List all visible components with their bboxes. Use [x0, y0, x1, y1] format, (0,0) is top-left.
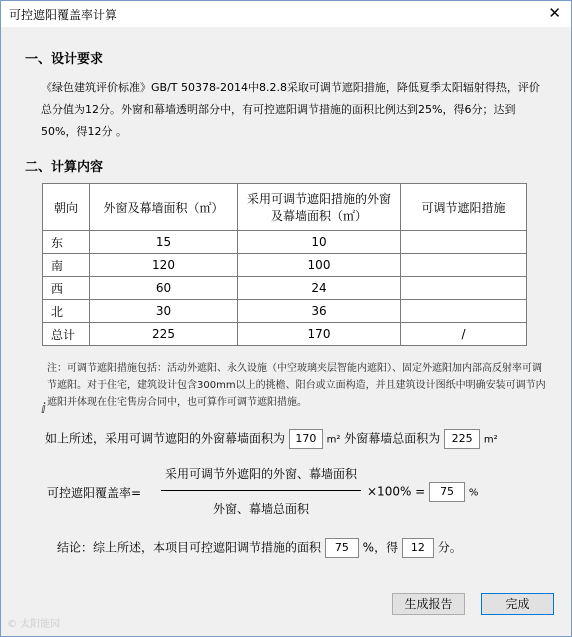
table-header-row — [43, 184, 527, 231]
total-area-field[interactable]: 225 — [444, 429, 480, 449]
table-row — [43, 300, 527, 323]
formula-multiplier: ×100% = — [367, 484, 426, 499]
section-heading-calculation: 二、计算内容 — [25, 160, 104, 175]
table-row — [43, 254, 527, 277]
coverage-rate-field[interactable]: 75 — [429, 482, 465, 502]
table-row — [43, 231, 527, 254]
area-table — [42, 183, 527, 346]
header-window-area: 外窗及幕墙面积（㎡） — [90, 184, 238, 231]
percent-label: % — [468, 487, 479, 499]
header-adjustable-area: 采用可调节遮阳措施的外窗及幕墙面积（㎡） — [238, 184, 401, 231]
formula-numerator: 采用可调节外遮阳的外窗、幕墙面积 — [164, 467, 357, 481]
cell-orientation: 南 — [43, 254, 90, 277]
formula-label: 可控遮阳覆盖率= — [47, 486, 142, 500]
title-bar — [1, 1, 571, 27]
cell-shading-measure[interactable] — [401, 277, 527, 300]
unit-label: m² — [326, 434, 341, 446]
dialog-content — [1, 27, 571, 636]
window-title: 可控遮阳覆盖率计算 — [9, 8, 118, 22]
section-heading-requirements: 一、设计要求 — [25, 52, 104, 67]
cell-window-area[interactable]: 15 — [90, 231, 238, 254]
cursor-mark: ⅈ — [41, 401, 46, 417]
cell-orientation: 西 — [43, 277, 90, 300]
cell-adjustable-area[interactable]: 36 — [238, 300, 401, 323]
cell-orientation: 北 — [43, 300, 90, 323]
cell-adjustable-area[interactable]: 24 — [238, 277, 401, 300]
header-shading-measure: 可调节遮阳措施 — [401, 184, 527, 231]
formula-denominator: 外窗、幕墙总面积 — [212, 502, 309, 516]
note-text: 注：可调节遮阳措施包括：活动外遮阳、永久设施（中空玻璃夹层智能内遮阳）、固定外遮阳加内部高反射率可调节遮阳。对于住宅，建筑设计包含300mm以上的挑檐、阳台或立面构造，并且建筑设计图纸中明确安装可调节内遮阳并体现在住宅售房合同中，也可算作可调节遮阳措施。 — [47, 363, 546, 408]
conclusion-suffix: 分。 — [437, 540, 462, 555]
conclusion-line — [57, 538, 462, 558]
close-icon[interactable]: ✕ — [548, 4, 561, 22]
conclusion-prefix: 结论：综上所述，本项目可控遮阳调节措施的面积 — [57, 540, 322, 555]
table-total-row — [43, 323, 527, 346]
cell-shading-measure-total: / — [401, 323, 527, 346]
cell-shading-measure[interactable] — [401, 300, 527, 323]
done-button[interactable]: 完成 — [481, 593, 554, 615]
cell-adjustable-area[interactable]: 10 — [238, 231, 401, 254]
formula-result-line — [367, 482, 478, 502]
cell-window-area[interactable]: 120 — [90, 254, 238, 277]
summary-line — [45, 429, 498, 449]
cell-window-area[interactable]: 30 — [90, 300, 238, 323]
watermark: © 太阳能园 — [7, 619, 61, 630]
adjustable-area-field[interactable]: 170 — [289, 429, 323, 449]
cell-shading-measure[interactable] — [401, 231, 527, 254]
summary-prefix: 如上所述，采用可调节遮阳的外窗幕墙面积为 — [45, 431, 286, 446]
header-orientation: 朝向 — [43, 184, 90, 231]
cell-orientation: 东 — [43, 231, 90, 254]
cell-orientation: 总计 — [43, 323, 90, 346]
requirements-text: 《绿色建筑评价标准》GB/T 50378-2014中8.2.8采取可调节遮阳措施，降低夏季太阳辐射得热，评价总分值为12分。外窗和幕墙透明部分中，有可控遮阳调节措施的面积比例达到25%，得6分；达到50%，得12分 。 — [41, 81, 540, 138]
cell-window-area-total: 225 — [90, 323, 238, 346]
score-field[interactable]: 12 — [402, 538, 434, 558]
cell-shading-measure[interactable] — [401, 254, 527, 277]
fraction-line — [161, 490, 361, 491]
summary-middle: 外窗幕墙总面积为 — [344, 431, 441, 446]
unit-label: m² — [483, 434, 498, 446]
cell-window-area[interactable]: 60 — [90, 277, 238, 300]
generate-report-button[interactable]: 生成报告 — [392, 593, 465, 615]
table-row — [43, 277, 527, 300]
cell-adjustable-area[interactable]: 100 — [238, 254, 401, 277]
cell-adjustable-area-total: 170 — [238, 323, 401, 346]
conclusion-mid: %，得 — [362, 540, 399, 555]
conclusion-rate-field[interactable]: 75 — [325, 538, 359, 558]
